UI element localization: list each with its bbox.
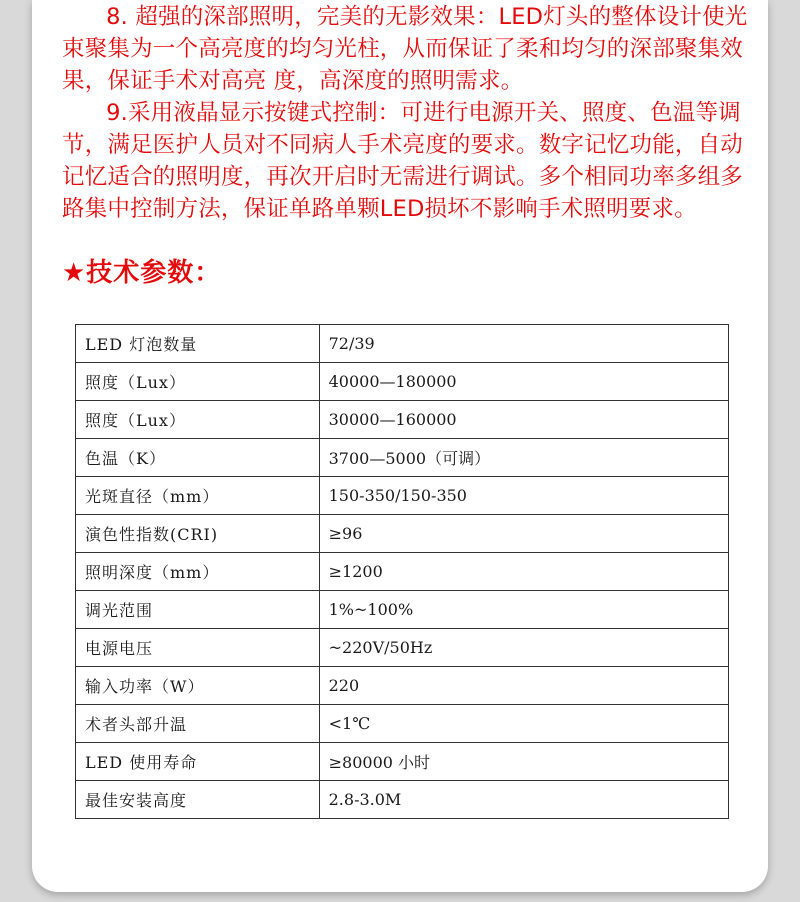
spec-key: 调光范围 (76, 591, 320, 629)
table-row (76, 667, 729, 705)
spec-value: 30000—160000 (319, 401, 728, 439)
spec-value: ≥80000 小时 (319, 743, 728, 781)
table-row (76, 629, 729, 667)
spec-value: 40000—180000 (319, 363, 728, 401)
spec-value: 220 (319, 667, 728, 705)
table-row (76, 591, 729, 629)
spec-key: 色温（K） (76, 439, 320, 477)
spec-table (75, 324, 729, 819)
paragraph-item-9: 9.采用液晶显示按键式控制：可进行电源开关、照度、色温等调节，满足医护人员对不同病人手术亮度的要求。数字记忆功能，自动记忆适合的照明度，再次开启时无需进行调试。多个相同功率多组多路集中控制方法，保证单路单颗LED损坏不影响手术照明要求。 (62, 100, 744, 222)
table-row (76, 743, 729, 781)
table-row (76, 781, 729, 819)
table-row (76, 553, 729, 591)
table-row (76, 363, 729, 401)
spec-key: 电源电压 (76, 629, 320, 667)
spec-value: 3700—5000（可调） (319, 439, 728, 477)
content-card (32, 0, 768, 892)
spec-key: 照度（Lux） (76, 401, 320, 439)
spec-key: 术者头部升温 (76, 705, 320, 743)
spec-key: 最佳安装高度 (76, 781, 320, 819)
paragraph-item-8: 8. 超强的深部照明，完美的无影效果：LED灯头的整体设计使光束聚集为一个高亮度的均匀光柱，从而保证了柔和均匀的深部聚集效果，保证手术对高亮 度，高深度的照明需求。 (62, 4, 748, 94)
spec-value: <1℃ (319, 705, 728, 743)
table-row (76, 515, 729, 553)
spec-key: 光斑直径（mm） (76, 477, 320, 515)
table-row (76, 401, 729, 439)
section-title: ★技术参数： (62, 258, 222, 288)
spec-key: 演色性指数(CRI) (76, 515, 320, 553)
spec-value: 2.8-3.0M (319, 781, 728, 819)
spec-value: ≥1200 (319, 553, 728, 591)
spec-key: 输入功率（W） (76, 667, 320, 705)
spec-value: 1%~100% (319, 591, 728, 629)
spec-key: LED 使用寿命 (76, 743, 320, 781)
table-row (76, 325, 729, 363)
table-row (76, 705, 729, 743)
spec-value: ~220V/50Hz (319, 629, 728, 667)
spec-key: 照度（Lux） (76, 363, 320, 401)
spec-value: 150-350/150-350 (319, 477, 728, 515)
spec-value: ≥96 (319, 515, 728, 553)
spec-table-container (75, 324, 729, 819)
spec-key: LED 灯泡数量 (76, 325, 320, 363)
spec-key: 照明深度（mm） (76, 553, 320, 591)
table-row (76, 477, 729, 515)
table-row (76, 439, 729, 477)
spec-value: 72/39 (319, 325, 728, 363)
